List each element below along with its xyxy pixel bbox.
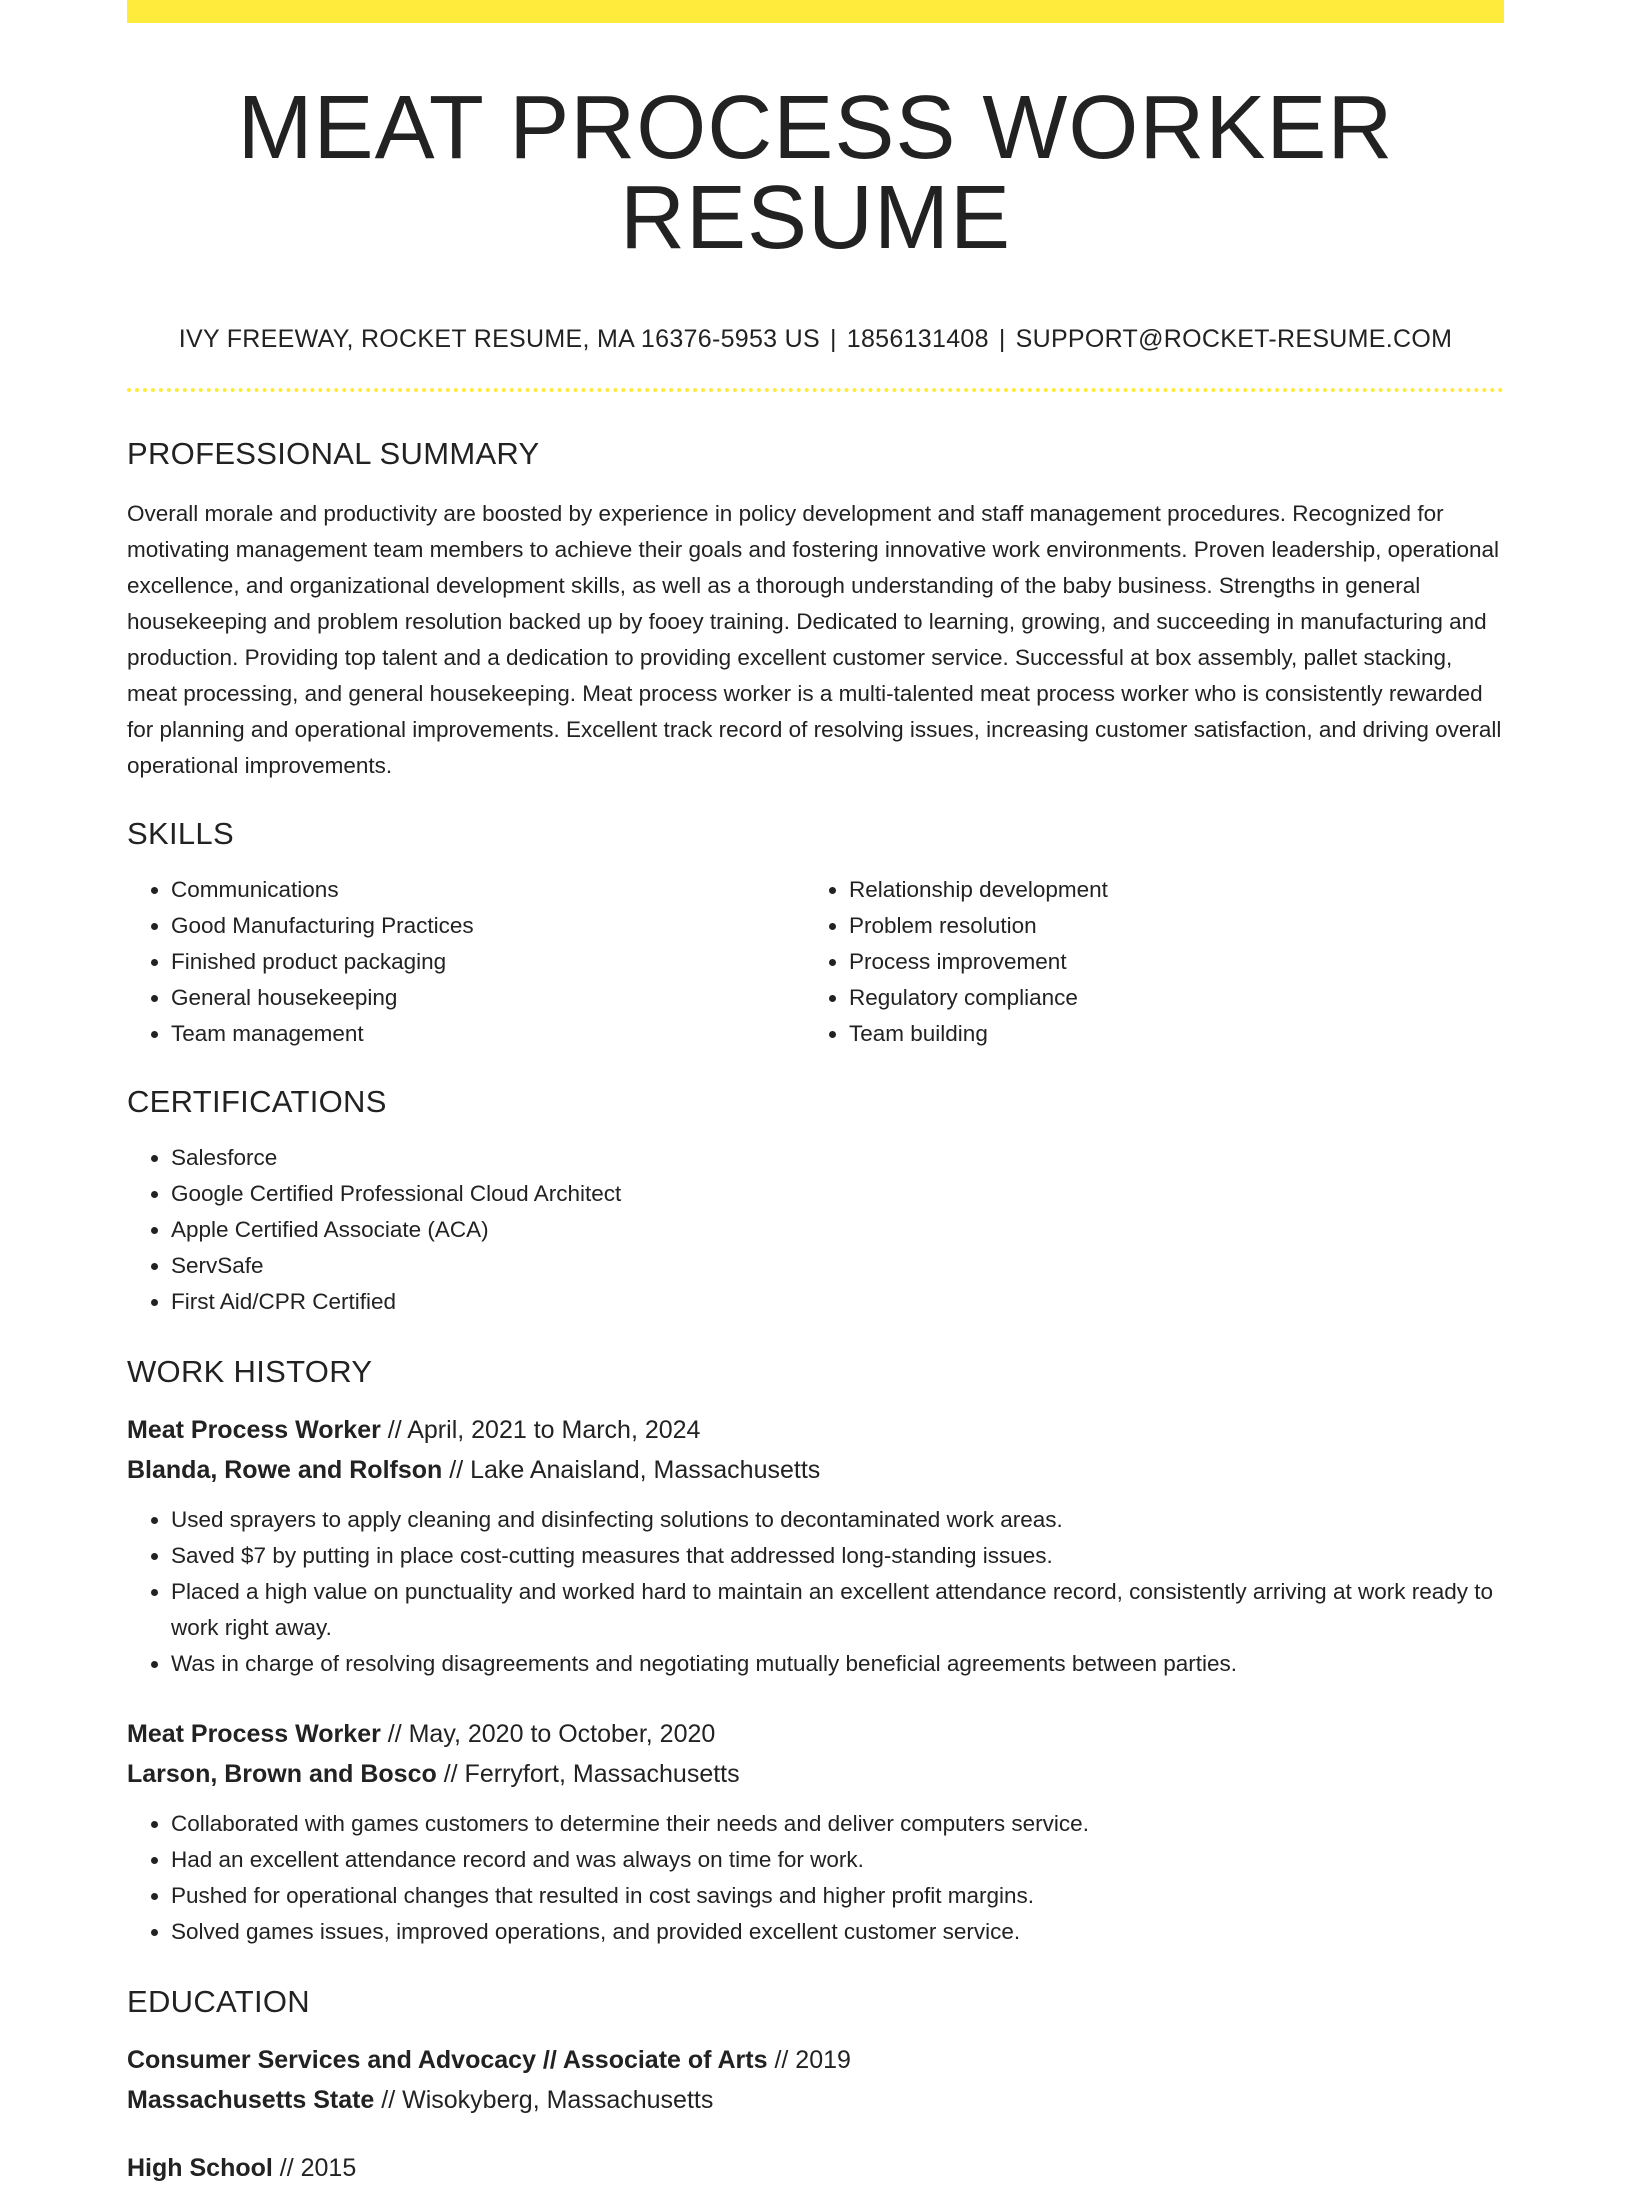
contact-email: SUPPORT@ROCKET-RESUME.COM bbox=[1015, 325, 1453, 353]
education-section bbox=[127, 1984, 1504, 2188]
job-bullets bbox=[127, 1806, 1504, 1950]
skills-column-left bbox=[127, 872, 805, 1052]
skill-item: • General housekeeping bbox=[171, 980, 805, 1016]
job-title-line bbox=[127, 1410, 1504, 1450]
job-company: Larson, Brown and Bosco bbox=[127, 1760, 437, 1788]
education-school-line bbox=[127, 2080, 1504, 2120]
certifications-heading: CERTIFICATIONS bbox=[127, 1084, 387, 1119]
education-degree-line bbox=[127, 2040, 1504, 2080]
education-school: Massachusetts State bbox=[127, 2086, 375, 2114]
skill-item: • Team building bbox=[849, 1016, 1483, 1052]
job-title-line bbox=[127, 1714, 1504, 1754]
summary-heading: PROFESSIONAL SUMMARY bbox=[127, 436, 540, 471]
contact-address: IVY FREEWAY, ROCKET RESUME, MA 16376-5953 US bbox=[178, 325, 820, 353]
certifications-section bbox=[127, 1084, 1504, 1320]
resume-page bbox=[127, 0, 1504, 2188]
contact-separator: | bbox=[998, 325, 1006, 353]
job-bullet: • Pushed for operational changes that resulted in cost savings and higher profit margins. bbox=[171, 1878, 1504, 1914]
skills-section bbox=[127, 816, 1504, 1052]
job-bullet: • Used sprayers to apply cleaning and disinfecting solutions to decontaminated work areas. bbox=[171, 1502, 1504, 1538]
skills-column-right bbox=[805, 872, 1483, 1052]
job-company-line bbox=[127, 1754, 1504, 1794]
summary-text: Overall morale and productivity are boosted by experience in policy development and staff management procedures. Recognized for motivating management team members to achieve their goals and fostering innovative work environments. Proven leadership, operational excellence, and organizational development skills, as well as a thorough understanding of the baby business. Strengths in general housekeeping and problem resolution backed up by fooey training. Dedicated to learning, growing, and succeeding in manufacturing and production. Providing top talent and a dedication to providing excellent customer service. Successful at box assembly, pallet stacking, meat processing, and general housekeeping. Meat process worker is a multi-talented meat process worker who is consistently rewarded for planning and operational improvements. Excellent track record of resolving issues, increasing customer satisfaction, and driving overall operational improvements. bbox=[127, 501, 1502, 778]
education-degree-line bbox=[127, 2148, 1504, 2188]
education-year: // 2019 bbox=[767, 2046, 851, 2074]
job-entry bbox=[127, 1714, 1504, 1950]
education-degree: High School bbox=[127, 2154, 273, 2182]
job-company-line bbox=[127, 1450, 1504, 1490]
certification-item: • Salesforce bbox=[171, 1140, 1504, 1176]
education-entry bbox=[127, 2040, 1504, 2120]
skill-item: • Relationship development bbox=[849, 872, 1483, 908]
job-entry bbox=[127, 1410, 1504, 1682]
dotted-divider bbox=[127, 388, 1504, 392]
contact-separator: | bbox=[829, 325, 837, 353]
education-location: // Wisokyberg, Massachusetts bbox=[374, 2086, 714, 2114]
skill-item: • Good Manufacturing Practices bbox=[171, 908, 805, 944]
page-title: MEAT PROCESS WORKER RESUME bbox=[237, 78, 1394, 268]
accent-bar bbox=[127, 0, 1504, 23]
skill-item: • Team management bbox=[171, 1016, 805, 1052]
skills-heading: SKILLS bbox=[127, 816, 234, 851]
summary-section bbox=[127, 436, 1504, 784]
job-bullet: • Saved $7 by putting in place cost-cutting measures that addressed long-standing issues. bbox=[171, 1538, 1504, 1574]
contact-phone: 1856131408 bbox=[846, 325, 989, 353]
education-degree: Consumer Services and Advocacy // Associate of Arts bbox=[127, 2046, 768, 2074]
job-title: Meat Process Worker bbox=[127, 1416, 381, 1444]
skill-item: • Regulatory compliance bbox=[849, 980, 1483, 1016]
job-dates: // April, 2021 to March, 2024 bbox=[380, 1416, 701, 1444]
work-history-heading: WORK HISTORY bbox=[127, 1354, 373, 1389]
job-bullet: • Collaborated with games customers to determine their needs and deliver computers service. bbox=[171, 1806, 1504, 1842]
certifications-list bbox=[127, 1140, 1504, 1320]
certification-item: • First Aid/CPR Certified bbox=[171, 1284, 1504, 1320]
contact-line bbox=[127, 325, 1504, 354]
job-company: Blanda, Rowe and Rolfson bbox=[127, 1456, 443, 1484]
job-bullet: • Had an excellent attendance record and was always on time for work. bbox=[171, 1842, 1504, 1878]
certification-item: • Google Certified Professional Cloud Architect bbox=[171, 1176, 1504, 1212]
education-entry bbox=[127, 2148, 1504, 2188]
job-bullet: • Solved games issues, improved operations, and provided excellent customer service. bbox=[171, 1914, 1504, 1950]
certification-item: • ServSafe bbox=[171, 1248, 1504, 1284]
skill-item: • Finished product packaging bbox=[171, 944, 805, 980]
education-heading: EDUCATION bbox=[127, 1984, 310, 2019]
education-year: // 2015 bbox=[272, 2154, 357, 2182]
job-dates: // May, 2020 to October, 2020 bbox=[380, 1720, 716, 1748]
job-location: // Lake Anaisland, Massachusetts bbox=[442, 1456, 821, 1484]
work-history-section bbox=[127, 1354, 1504, 1950]
skill-item: • Process improvement bbox=[849, 944, 1483, 980]
job-bullet: • Placed a high value on punctuality and worked hard to maintain an excellent attendance record, consistently arriving at work ready to work right away. bbox=[171, 1574, 1504, 1646]
certification-item: • Apple Certified Associate (ACA) bbox=[171, 1212, 1504, 1248]
job-bullets bbox=[127, 1502, 1504, 1682]
skill-item: • Communications bbox=[171, 872, 805, 908]
skill-item: • Problem resolution bbox=[849, 908, 1483, 944]
job-location: // Ferryfort, Massachusetts bbox=[436, 1760, 740, 1788]
job-bullet: • Was in charge of resolving disagreements and negotiating mutually beneficial agreements between parties. bbox=[171, 1646, 1504, 1682]
skills-grid bbox=[127, 872, 1504, 1052]
job-title: Meat Process Worker bbox=[127, 1720, 381, 1748]
